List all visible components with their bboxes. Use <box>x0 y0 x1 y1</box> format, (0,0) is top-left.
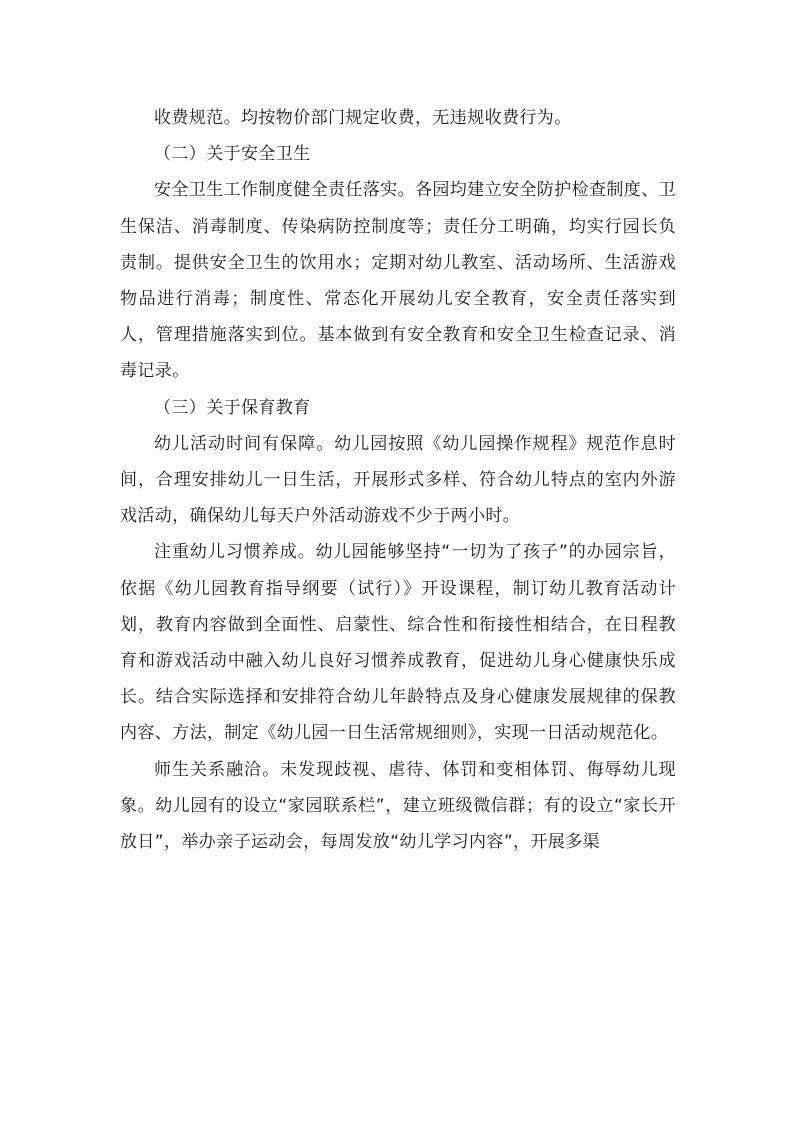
section-heading-safety-hygiene: （二）关于安全卫生 <box>154 144 311 165</box>
paragraph-fee-standard: 收费规范。均按物价部门规定收费，无违规收费行为。 <box>154 108 572 128</box>
document-body <box>120 100 676 860</box>
paragraph-habit-formation: 注重幼儿习惯养成。幼儿园能够坚持“一切为了孩子”的办园宗旨，依据《幼儿园教育指导纲要（试行）》开设课程，制订幼儿教育活动计划，教育内容做到全面性、启蒙性、综合性和衔接性相结合，在日程教育和游戏活动中融入幼儿良好习惯养成教育，促进幼儿身心健康快乐成长。结合实际选择和安排符合幼儿年龄特点及身心健康发展规律的保教内容、方法，制定《幼儿园一日生活常规细则》，实现一日活动规范化。 <box>120 542 676 744</box>
section-heading-care-education: （三）关于保育教育 <box>154 397 311 418</box>
paragraph-teacher-student: 师生关系融洽。未发现歧视、虐待、体罚和变相体罚、侮辱幼儿现象。幼儿园有的设立“家园联系栏”，建立班级微信群；有的设立“家长开放日”，举办亲子运动会，每周发放“幼儿学习内容”，开展多渠 <box>120 759 676 853</box>
paragraph-safety-system: 安全卫生工作制度健全责任落实。各园均建立安全防护检查制度、卫生保洁、消毒制度、传染病防控制度等；责任分工明确，均实行园长负责制。提供安全卫生的饮用水；定期对幼儿教室、活动场所、生活游戏物品进行消毒；制度性、常态化开展幼儿安全教育，安全责任落实到人，管理措施落实到位。基本做到有安全教育和安全卫生检查记录、消毒记录。 <box>120 180 676 382</box>
paragraph-activity-time: 幼儿活动时间有保障。幼儿园按照《幼儿园操作规程》规范作息时间，合理安排幼儿一日生活，开展形式多样、符合幼儿特点的室内外游戏活动，确保幼儿每天户外活动游戏不少于两小时。 <box>120 433 676 527</box>
